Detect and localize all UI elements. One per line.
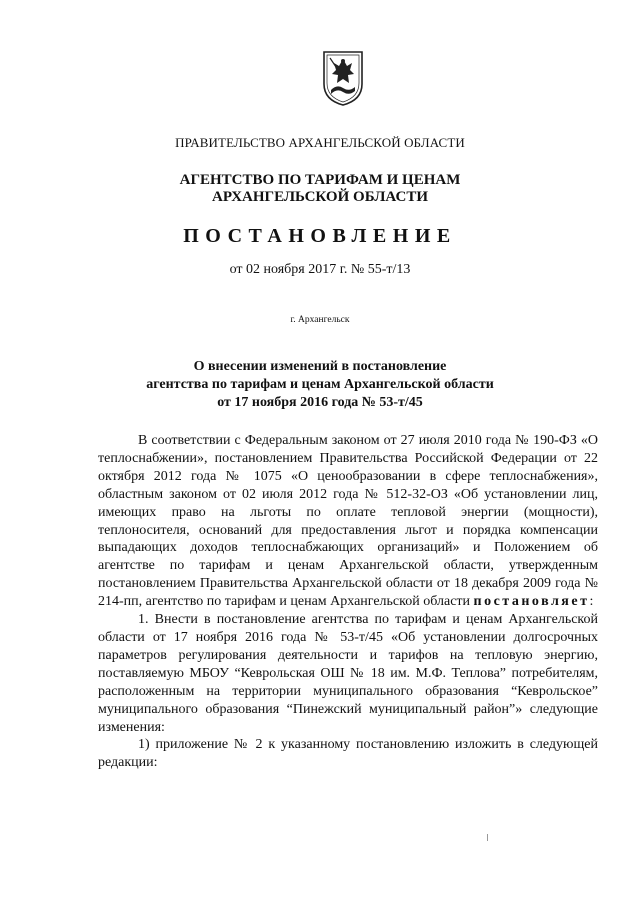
document-body — [98, 432, 598, 772]
subject-line2: агентства по тарифам и ценам Архангельской области — [146, 377, 494, 392]
scan-mark — [487, 834, 488, 841]
agency-name-line1: АГЕНТСТВО ПО ТАРИФАМ И ЦЕНАМ — [179, 172, 461, 188]
body-paragraph-preamble — [98, 432, 598, 611]
document-type: ПОСТАНОВЛЕНИЕ — [183, 225, 457, 247]
document-city: г. Архангельск — [290, 315, 350, 325]
body-paragraph-subitem-1: 1) приложение № 2 к указанному постановлению изложить в следующей редакции: — [98, 737, 598, 771]
document-date-number: от 02 ноября 2017 г. № 55-т/13 — [229, 262, 411, 277]
body-paragraph-item-1: 1. Внести в постановление агентства по тарифам и ценам Архангельской области от 17 ноября 2016 года № 53-т/45 «Об установлении долгосрочных параметров регулирования деятельности и тарифов на тепловую энергию, поставляемую МБОУ “Кеврольская ОШ № 18 им. М.Ф. Теплова” потребителям, расположенным на территории муниципального образования “Кеврольское” муниципального образования “Пинежский муниципальный район”» следующие изменения: — [98, 612, 598, 735]
preamble-end: : — [589, 594, 594, 610]
agency-name-line2: АРХАНГЕЛЬСКОЙ ОБЛАСТИ — [212, 189, 428, 205]
subject-line1: О внесении изменений в постановление — [193, 359, 447, 374]
subject-line3: от 17 ноября 2016 года № 53-т/45 — [217, 395, 423, 410]
preamble-text: В соответствии с Федеральным законом от 27 июля 2010 года № 190-ФЗ «О теплоснабжении», постановлением Правительства Российской Федерации от 22 октября 2012 года № 1075 «О ценообразовании в сфере теплоснабжения», областным законом от 02 июля 2012 года № 512-32-ОЗ «Об установлении лиц, имеющих право на льготы по оплате тепловой энергии (мощности), теплоносителя, оснований для предоставления льгот и порядка компенсации выпадающих доходов теплоснабжающих организаций» и Положением об агентстве по тарифам и ценам Архангельской области, утвержденным постановлением Правительства Архангельской области от 18 декабря 2009 года № 214-пп, агентство по тарифам и ценам Архангельской области — [98, 433, 598, 610]
coat-of-arms-icon — [322, 50, 364, 106]
decree-verb: постановляет — [473, 594, 590, 610]
agency-name — [0, 172, 640, 206]
document-subject — [0, 358, 640, 412]
government-name: ПРАВИТЕЛЬСТВО АРХАНГЕЛЬСКОЙ ОБЛАСТИ — [175, 135, 465, 150]
